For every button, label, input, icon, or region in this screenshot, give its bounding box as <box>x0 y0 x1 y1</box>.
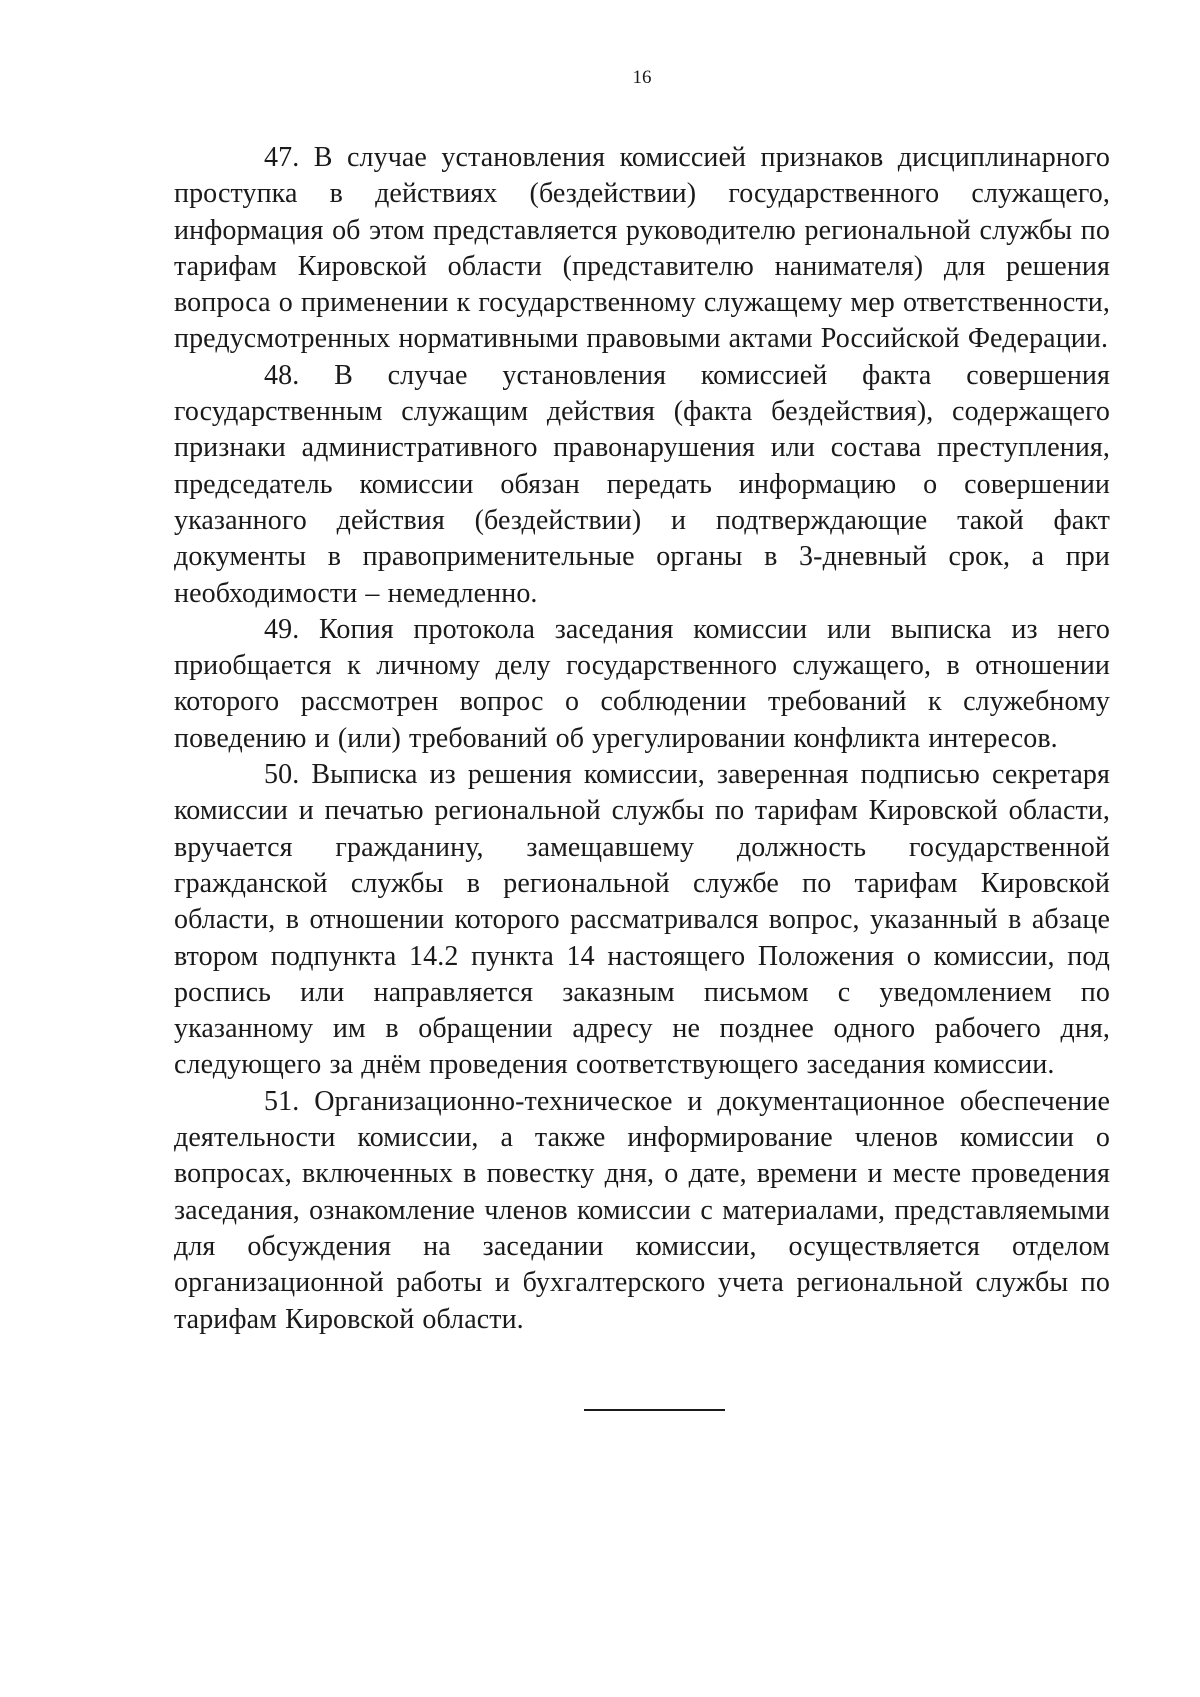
paragraph-50: 50. Выписка из решения комиссии, заверенная подписью секретаря комиссии и печатью региональной службы по тарифам Кировской области, вручается гражданину, замещавшему должность государственной гражданской службы в региональной службе по тарифам Кировской области, в отношении которого рассматривался вопрос, указанный в абзаце втором подпункта 14.2 пункта 14 настоящего Положения о комиссии, под роспись или направляется заказным письмом с уведомлением по указанному им в обращении адресу не позднее одного рабочего дня, следующего за днём проведения соответствующего заседания комиссии. <box>174 759 1110 1081</box>
page-number: 16 <box>632 67 652 88</box>
paragraph-49: 49. Копия протокола заседания комиссии или выписка из него приобщается к личному делу государственного служащего, в отношении которого рассмотрен вопрос о соблюдении требований к служебному поведению и (или) требований об урегулировании конфликта интересов. <box>174 613 1110 754</box>
paragraph-47: 47. В случае установления комиссией признаков дисциплинарного проступка в действиях (бездействии) государственного служащего, информация об этом представляется руководителю региональной службы по тарифам Кировской области (представителю нанимателя) для решения вопроса о применении к государственному служащему мер ответственности, предусмотренных нормативными правовыми актами Российской Федерации. <box>174 142 1110 355</box>
paragraph-48: 48. В случае установления комиссией факта совершения государственным служащим действия (факта бездействия), содержащего признаки административного правонарушения или состава преступления, председатель комиссии обязан передать информацию о совершении указанного действия (бездействии) и подтверждающие такой факт документы в правоприменительные органы в 3-дневный срок, а при необходимости – немедленно. <box>174 359 1110 609</box>
paragraph-51: 51. Организационно-техническое и документационное обеспечение деятельности комиссии, а также информирование членов комиссии о вопросах, включенных в повестку дня, о дате, времени и месте проведения заседания, ознакомление членов комиссии с материалами, представляемыми для обсуждения на заседании комиссии, осуществляется отделом организационной работы и бухгалтерского учета региональной службы по тарифам Кировской области. <box>174 1085 1110 1335</box>
end-of-document-rule <box>584 1409 725 1411</box>
document-body <box>174 140 1110 1338</box>
